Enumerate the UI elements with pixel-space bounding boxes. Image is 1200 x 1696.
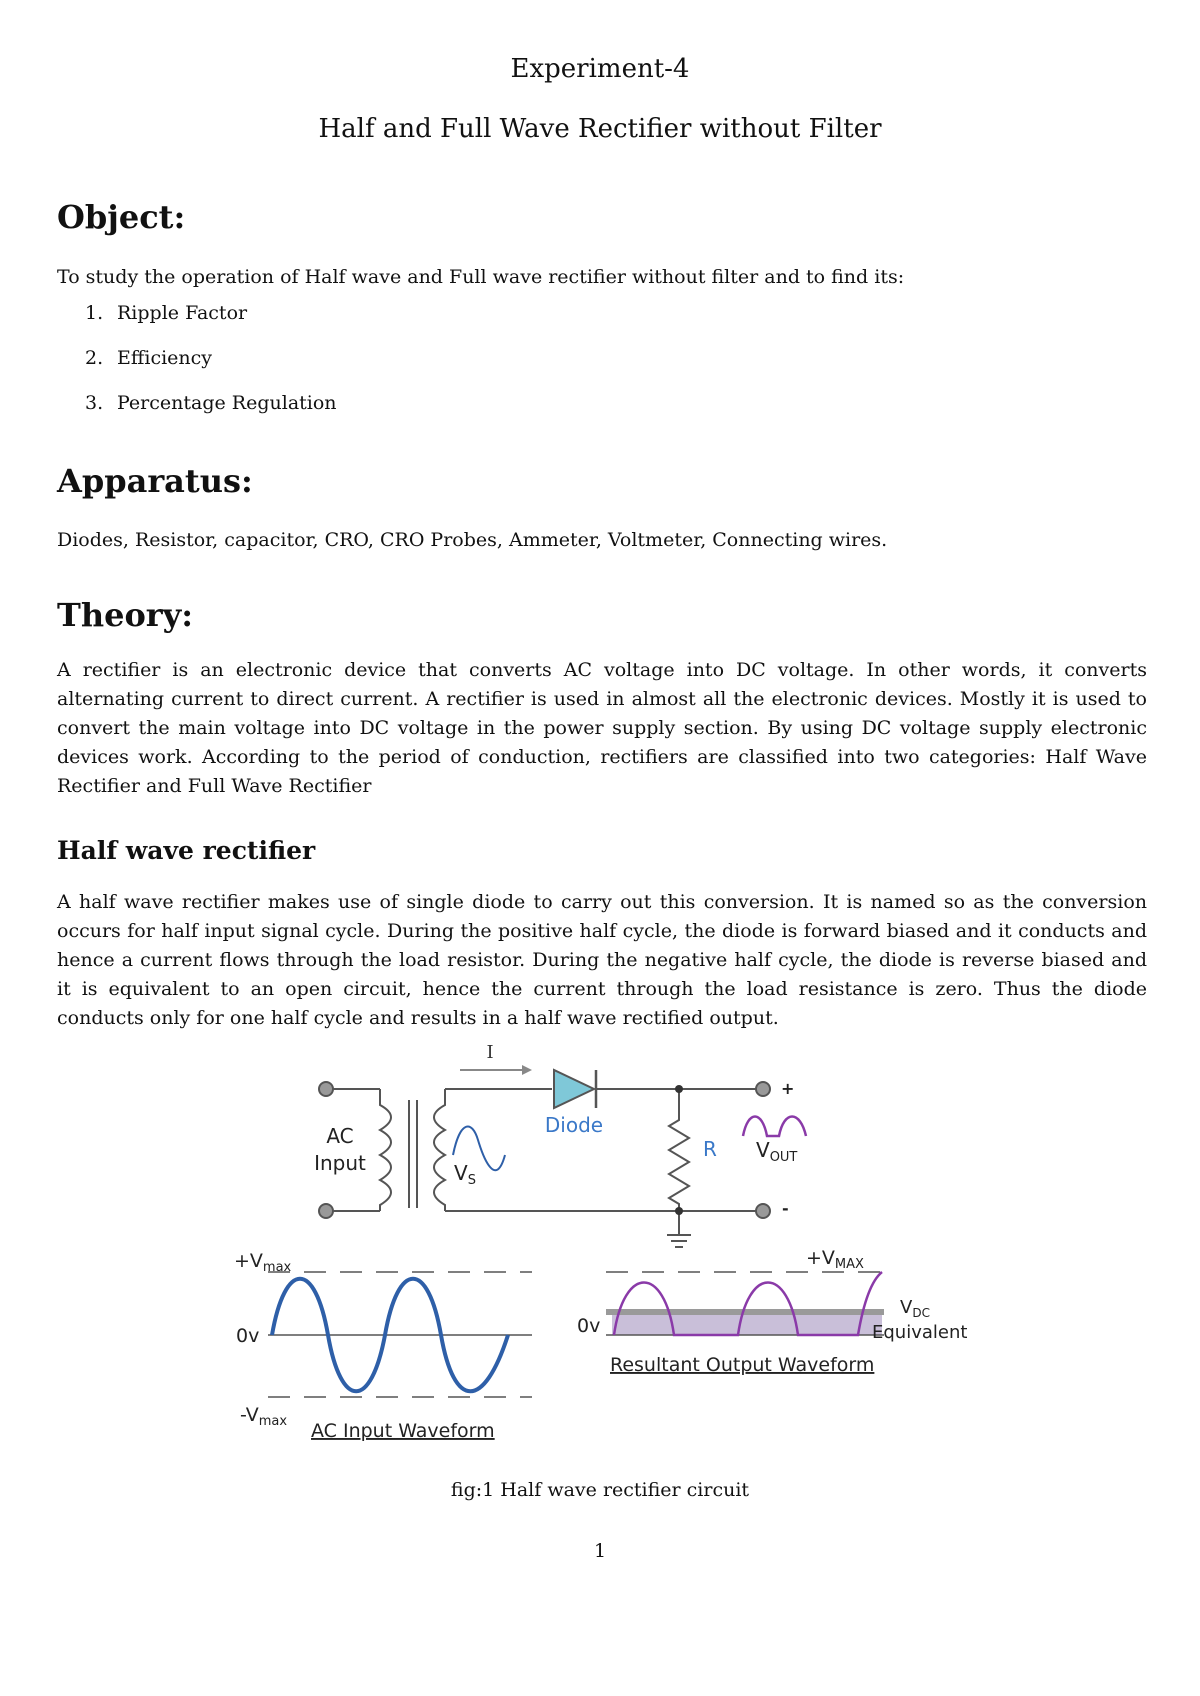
vs-label: $V_S$ xyxy=(454,1161,476,1188)
list-text: Efficiency xyxy=(117,347,213,369)
list-item xyxy=(85,302,337,347)
zero-out-label: 0v xyxy=(577,1315,601,1337)
list-item xyxy=(85,392,337,437)
figure-caption: fig:1 Half wave rectifier circuit xyxy=(450,1479,750,1501)
object-intro: To study the operation of Half wave and Full wave rectifier without filter and to find its: xyxy=(57,266,905,288)
list-text: Percentage Regulation xyxy=(117,392,337,414)
ac-input-waveform xyxy=(234,1250,532,1442)
secondary-coil xyxy=(434,1089,445,1211)
apparatus-heading: Apparatus: xyxy=(57,462,253,500)
output-waveform xyxy=(577,1247,967,1376)
theory-heading: Theory: xyxy=(57,596,194,634)
equivalent-label: Equivalent xyxy=(872,1322,968,1343)
input-terminal-bottom xyxy=(319,1204,333,1218)
vmax-pos-label: $+V_{max}$ xyxy=(234,1250,292,1275)
list-item xyxy=(85,347,337,392)
list-text: Ripple Factor xyxy=(117,302,248,324)
half-wave-rectifier-figure xyxy=(0,1030,1200,1460)
current-label: I xyxy=(486,1042,494,1063)
list-number: 3. xyxy=(85,392,104,414)
list-number: 2. xyxy=(85,347,104,369)
vout-waveform-icon xyxy=(743,1117,806,1137)
theory-text: A rectifier is an electronic device that converts AC voltage into DC voltage. In other words, it converts alternating current to direct current. A rectifier is used in almost all the electronic devices. Mostly it is used to convert the main voltage into DC voltage in the power supply section. By using DC voltage supply electronic devices work. According to the period of conduction, rectifiers are classified into two categories: Half Wave Rectifier and Full Wave Rectifier xyxy=(57,659,1147,797)
output-terminal-plus xyxy=(756,1082,770,1096)
vdc-label: $V_{DC}$ xyxy=(900,1297,930,1320)
zero-label: 0v xyxy=(236,1325,260,1347)
junction-dot xyxy=(675,1085,683,1093)
junction-dot xyxy=(675,1207,683,1215)
ground-icon xyxy=(667,1235,691,1247)
plus-label: + xyxy=(781,1079,795,1098)
experiment-title: Experiment-4 xyxy=(510,54,690,84)
primary-coil xyxy=(380,1089,391,1211)
diode-label: Diode xyxy=(544,1113,604,1137)
vout-label: $V_{OUT}$ xyxy=(756,1138,798,1165)
output-terminal-minus xyxy=(756,1204,770,1218)
object-list xyxy=(85,302,337,437)
half-wave-text: A half wave rectifier makes use of single diode to carry out this conversion. It is named so as the conversion occurs for half input signal cycle. During the positive half cycle, the diode is forward biased and it conducts and hence a current flows through the load resistor. During the negative half cycle, the diode is reverse biased and it is equivalent to an open circuit, hence the current through the load resistance is zero. Thus the diode conducts only for one half cycle and results in a half wave rectified output. xyxy=(57,891,1147,1029)
list-number: 1. xyxy=(85,302,104,324)
vmax-out-label: $+V_{MAX}$ xyxy=(806,1247,864,1272)
output-waveform-label: Resultant Output Waveform xyxy=(610,1354,875,1376)
diode-icon xyxy=(554,1070,594,1108)
input-terminal-top xyxy=(319,1082,333,1096)
arrow-head-icon xyxy=(522,1065,532,1075)
half-wave-heading: Half wave rectifier xyxy=(57,836,316,865)
apparatus-text: Diodes, Resistor, capacitor, CRO, CRO Probes, Ammeter, Voltmeter, Connecting wires. xyxy=(57,529,888,551)
vmax-neg-label: $-V_{max}$ xyxy=(240,1404,288,1429)
r-label: R xyxy=(703,1137,717,1161)
resistor-symbol xyxy=(669,1089,689,1211)
object-heading: Object: xyxy=(57,198,186,236)
input-label: Input xyxy=(314,1151,366,1175)
page-number: 1 xyxy=(593,1540,607,1562)
input-waveform-label: AC Input Waveform xyxy=(311,1420,495,1442)
experiment-subtitle: Half and Full Wave Rectifier without Filter xyxy=(318,114,882,144)
minus-label: - xyxy=(782,1199,789,1218)
ac-label: AC xyxy=(326,1124,354,1148)
